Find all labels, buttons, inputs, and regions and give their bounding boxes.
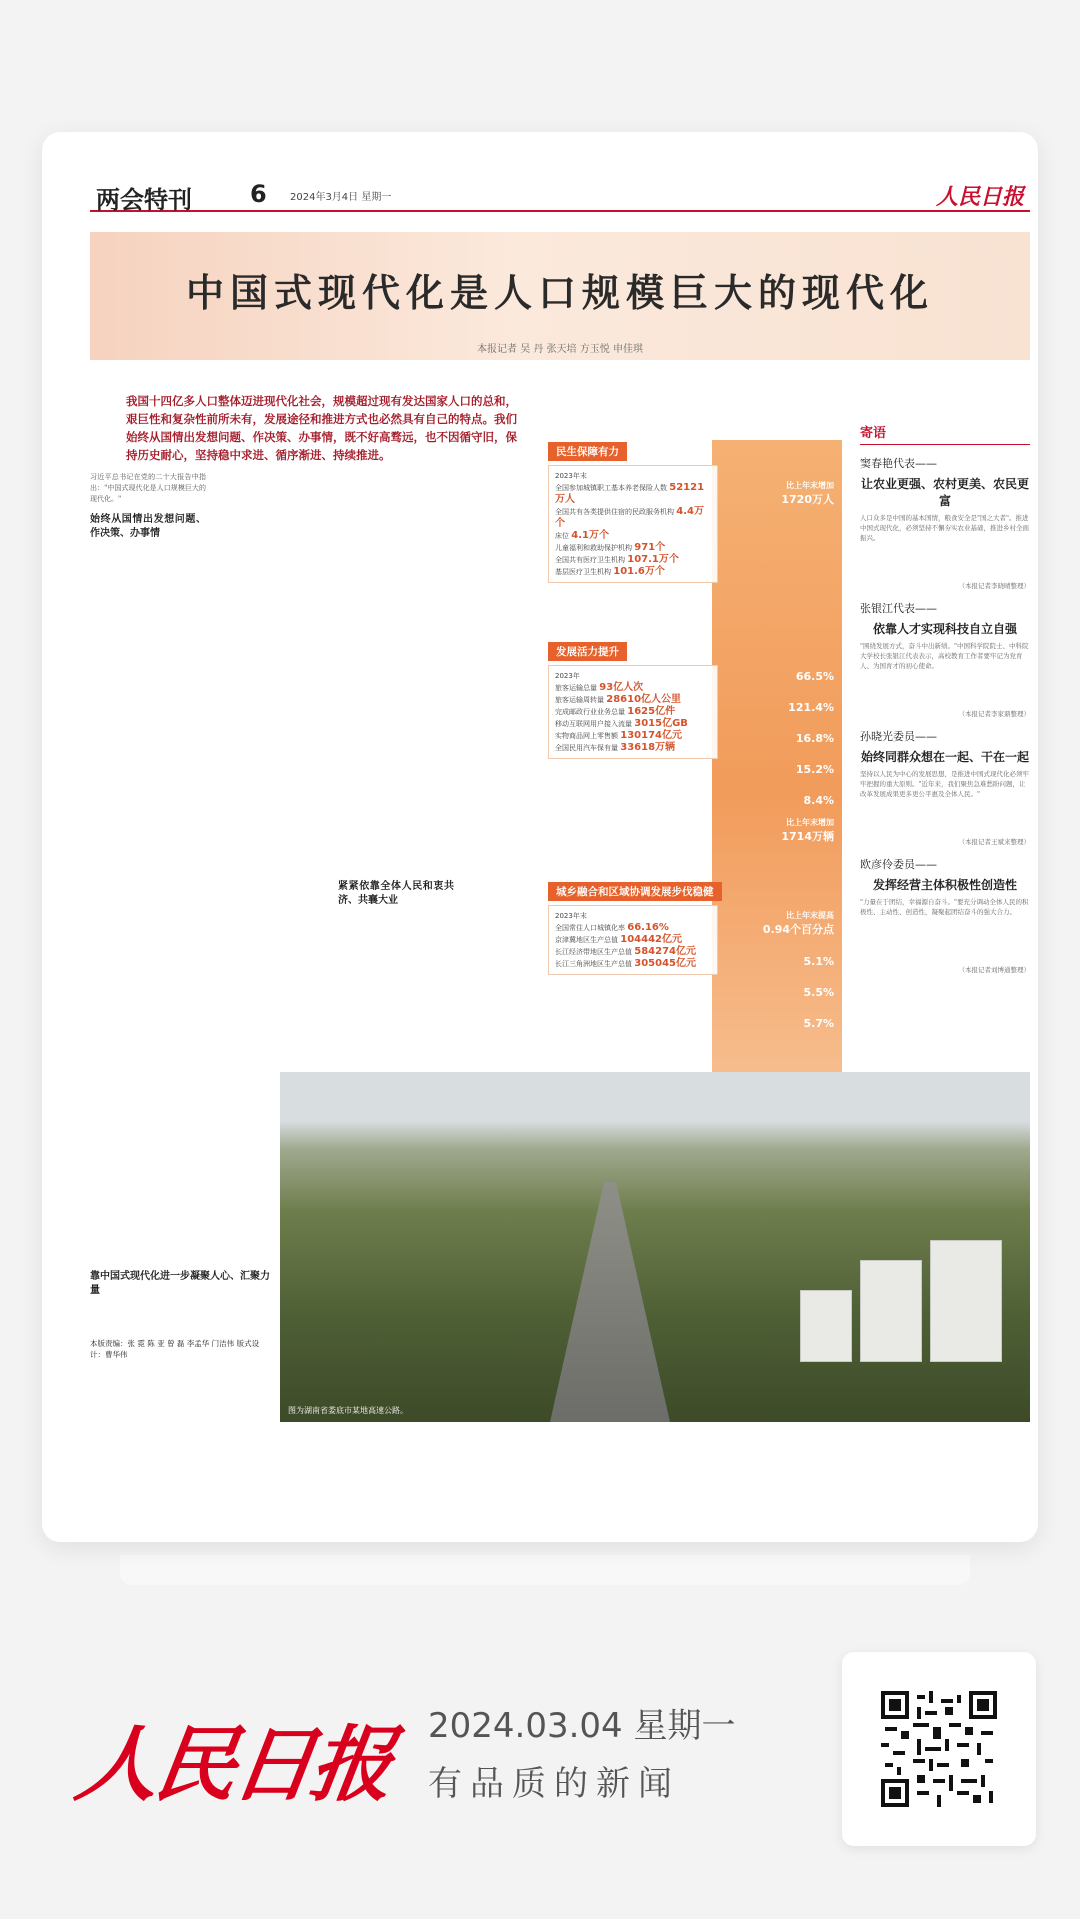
speech-body: 人口众多是中国的基本国情，粮食安全是"国之大者"。推进中国式现代化，必须坚持不懈夯实农业基础，推进乡村全面振兴。 [860, 514, 1029, 542]
speech-title: 始终同群众想在一起、干在一起 [860, 750, 1029, 764]
stat-label: 全国参加城镇职工基本养老保险人数 [555, 484, 667, 492]
body-column [90, 1262, 274, 1360]
speech-credit: （本报记者刘博通整理） [958, 966, 1030, 974]
stat-value: 93亿人次 [599, 682, 644, 693]
speech-body: "力量在于团结，幸福源自奋斗。"要充分调动全体人民的积极性、主动性、创造性，凝聚起团结奋斗的强大合力。 [860, 898, 1029, 916]
stat-label: 长江三角洲地区生产总值 [555, 960, 632, 968]
speaker-name: 窦春艳代表—— [860, 457, 937, 470]
qr-code[interactable] [881, 1691, 997, 1807]
subhead: 始终从国情出发想问题、作决策、办事情 [90, 514, 206, 539]
highway-photo [280, 1072, 1030, 1422]
subhead: 紧紧依靠全体人民和衷共济、共襄大业 [338, 881, 454, 906]
percentage-list [724, 670, 834, 844]
section-heading: 发展活力提升 [548, 642, 627, 661]
newspaper-card[interactable] [42, 132, 1038, 1542]
percentage: 5.7% [803, 1017, 834, 1030]
stat-label: 全国民用汽车保有量 [555, 744, 618, 752]
stat-value: 305045亿元 [634, 958, 696, 969]
delta-label: 比上年末增加 [786, 481, 834, 490]
delta-label: 比上年末增加 [786, 818, 834, 827]
stat-label: 京津冀地区生产总值 [555, 936, 618, 944]
speech-item [860, 728, 1030, 846]
stat-label: 床位 [555, 532, 569, 540]
stat-label: 旅客运输总量 [555, 684, 597, 692]
editor-credits: 本版责编：张 霓 陈 亚 曾 磊 李孟华 门洁伟 版式设计：曹华伟 [90, 1339, 260, 1359]
speaker-name: 孙晓光委员—— [860, 730, 937, 743]
stat-value: 28610亿人公里 [606, 694, 682, 705]
infographic-section-welfare [548, 440, 848, 583]
stat-value: 4.1万个 [571, 530, 609, 541]
newspaper-page [90, 172, 1030, 1532]
masthead [90, 180, 1030, 212]
speech-credit: （本报记者李晓晴整理） [958, 582, 1030, 590]
speech-title: 让农业更强、农村更美、农民更富 [860, 477, 1029, 508]
byline: 本报记者 吴 丹 张天培 方玉悦 申佳琪 [477, 344, 643, 355]
footer-slogan: 有品质的新闻 [428, 1764, 680, 1804]
right-column [860, 422, 1030, 974]
card-shadow [120, 1555, 970, 1585]
stat-value: 971个 [634, 542, 666, 553]
section-heading: 民生保障有力 [548, 442, 627, 461]
stat-value: 130174亿元 [620, 730, 682, 741]
stat-label: 长江经济带地区生产总值 [555, 948, 632, 956]
stat-box [548, 905, 718, 975]
speech-item [860, 600, 1030, 718]
stat-value: 584274亿元 [634, 946, 696, 957]
stat-box [548, 665, 718, 759]
speech-item [860, 856, 1030, 974]
speech-credit: （本报记者李家鼎整理） [958, 710, 1030, 718]
stat-value: 4.4万个 [555, 506, 704, 529]
percentage: 5.5% [803, 986, 834, 999]
section-title: 两会特刊 [96, 186, 192, 214]
stat-value: 33618万辆 [620, 742, 676, 753]
stat-value: 107.1万个 [627, 554, 679, 565]
stat-label: 全国常住人口城镇化率 [555, 924, 625, 932]
percentage: 16.8% [795, 732, 834, 745]
delta-value: 1714万辆 [781, 830, 834, 843]
stat-label: 移动互联网用户接入流量 [555, 720, 632, 728]
stat-label: 基层医疗卫生机构 [555, 568, 611, 576]
village-buildings [790, 1222, 1010, 1362]
lead-paragraph: 我国十四亿多人口整体迈进现代化社会，规模超过现有发达国家人口的总和，艰巨性和复杂性前所未有，发展途径和推进方式也必然具有自己的特点。我们始终从国情出发想问题、作决策、办事情，既不好高骛远，也不因循守旧，保持历史耐心，坚持稳中求进、循序渐进、持续推进。 [126, 394, 517, 462]
speaker-name: 欧彦伶委员—— [860, 858, 937, 871]
body-column [338, 872, 454, 914]
speech-body: 坚持以人民为中心的发展思想，是推进中国式现代化必须牢牢把握的重大原则。"近年来，我们聚焦急难愁盼问题，让改革发展成果更多更公平惠及全体人民。" [860, 770, 1029, 798]
infographic-section-vitality [548, 640, 848, 843]
stat-label: 实物商品网上零售额 [555, 732, 618, 740]
section-heading: 城乡融合和区域协调发展步伐稳健 [548, 882, 722, 901]
stat-value: 3015亿GB [634, 718, 688, 729]
photo-caption: 图为湖南省娄底市某地高速公路。 [288, 1406, 408, 1415]
body-text: 习近平总书记在党的二十大报告中指出："中国式现代化是人口规模巨大的现代化。" [90, 473, 206, 503]
issue-date: 2024年3月4日 星期一 [290, 192, 392, 203]
subhead: 靠中国式现代化进一步凝聚人心、汇聚力量 [90, 1271, 270, 1296]
page-number: 6 [250, 180, 267, 208]
statistics-infographic [548, 440, 848, 1080]
stat-value: 52121万人 [555, 482, 705, 505]
speech-title: 发挥经营主体积极性创造性 [872, 878, 1017, 892]
column-title: 寄语 [860, 422, 1030, 445]
percentage-list [724, 910, 834, 1030]
page-headline: 中国式现代化是人口规模巨大的现代化 [185, 271, 934, 315]
year-tag: 2023年末 [555, 472, 587, 480]
delta-value: 1720万人 [781, 493, 834, 506]
speech-body: "围绕发展方式，奋斗中出新绩。"中国科学院院士、中科院大学校长张银江代表表示，高校教育工作者要牢记为党育人、为国育才的初心使命。 [860, 642, 1029, 670]
stat-label: 旅客运输周转量 [555, 696, 604, 704]
percentage: 15.2% [795, 763, 834, 776]
stat-label: 儿童福利和救助保护机构 [555, 544, 632, 552]
speaker-name: 张银江代表—— [860, 602, 937, 615]
stat-label: 全国共有医疗卫生机构 [555, 556, 625, 564]
infographic-section-urban-rural [548, 880, 848, 1030]
stat-box [548, 465, 718, 583]
highway-road [550, 1182, 670, 1422]
qr-code-card[interactable] [842, 1652, 1036, 1846]
stat-value: 101.6万个 [613, 566, 665, 577]
stat-label: 全国共有各类提供住宿的民政服务机构 [555, 508, 674, 516]
brand-logo: 人民日报 [70, 1717, 396, 1813]
stat-value: 104442亿元 [620, 934, 682, 945]
percentage: 121.4% [788, 701, 834, 714]
percentage: 66.5% [795, 670, 834, 683]
year-tag: 2023年 [555, 672, 580, 680]
percentage: 8.4% [803, 794, 834, 807]
stat-value: 1625亿件 [627, 706, 676, 717]
speech-credit: （本报记者王斌来整理） [958, 838, 1030, 846]
year-tag: 2023年末 [555, 912, 587, 920]
body-column [90, 472, 206, 547]
stat-label: 完成邮政行业业务总量 [555, 708, 625, 716]
speech-item [860, 455, 1030, 590]
footer-date: 2024.03.04 星期一 [428, 1706, 736, 1746]
delta-label: 比上年末提高 [786, 911, 834, 920]
percentage: 0.94个百分点 [762, 923, 834, 936]
speech-title: 依靠人才实现科技自立自强 [872, 622, 1017, 636]
stat-value: 66.16% [627, 922, 669, 933]
percentage: 5.1% [803, 955, 834, 968]
masthead-logo: 人民日报 [935, 184, 1024, 210]
